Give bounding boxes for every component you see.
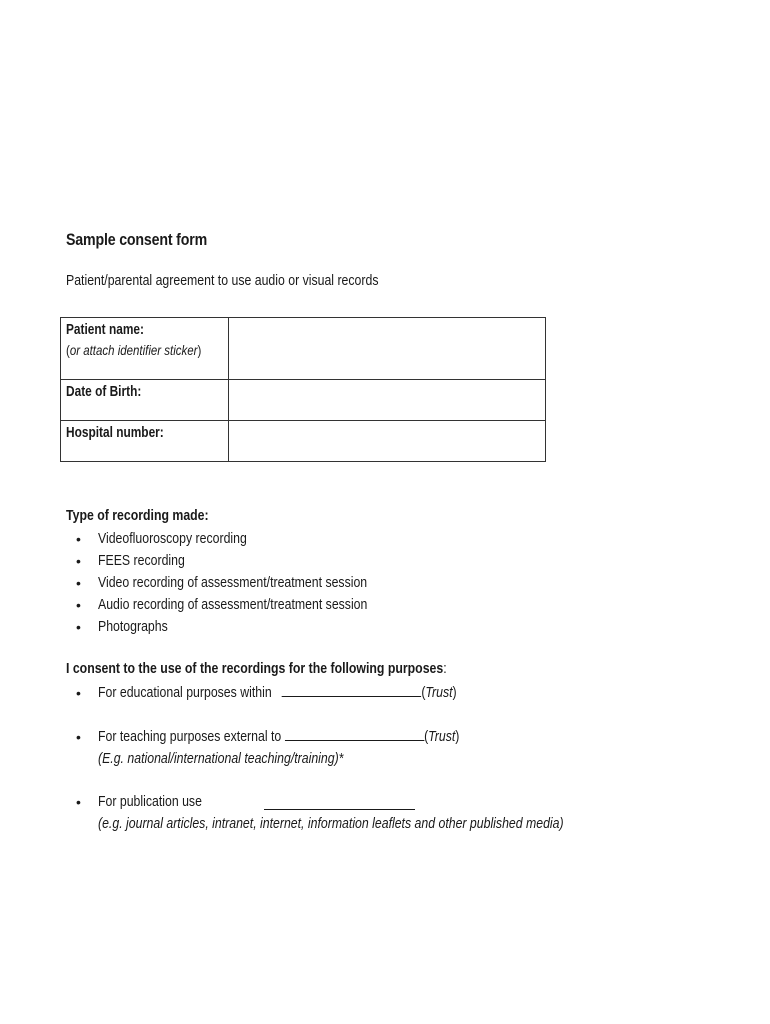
hospital-number-label-cell [61,421,229,462]
bullet-icon: • [76,597,81,613]
hospital-number-label: Hospital number: [66,425,164,441]
publication-blank[interactable] [264,795,415,810]
bullet-icon: • [76,619,81,635]
purpose-educational-text: For educational purposes within (Trust) [98,684,457,701]
bullet-icon: • [76,531,81,547]
date-of-birth-label-cell [61,380,229,421]
consent-purposes-heading: I consent to the use of the recordings for the following purposes: [66,660,447,677]
patient-name-row [61,318,546,380]
form-title: Sample consent form [66,231,208,249]
purpose-publication-text: For publication use [98,793,202,810]
bullet-icon: • [76,685,81,701]
purpose-teaching-text: For teaching purposes external to (Trust) [98,728,460,745]
patient-name-field[interactable] [229,318,546,380]
date-of-birth-field[interactable] [229,380,546,421]
patient-name-label-cell [61,318,229,380]
consent-form-page: Sample consent form Patient/parental agreement to use audio or visual records Patient name: (or attach identifier sticker) Date of Birth: Hospital number: Type of recording made: • Videofluoroscopy recording • FEES recording • Video recording of assessment/treatment session • Audio recording of assessment/treatment session • Photographs I consent to the use of the recordings for the following purposes: • For educational purposes within (Trust) • For teaching purposes external to (Trust) (E.g. national/international teaching/training)* • For publication use (e.g. journal articles, intranet, internet, information leaflets and other published media) [0,0,770,1024]
recording-type-heading: Type of recording made: [66,507,209,524]
date-of-birth-label: Date of Birth: [66,384,142,400]
purpose-publication-note: (e.g. journal articles, intranet, internet, information leaflets and other published media) [98,815,564,832]
external-trust-blank[interactable] [285,726,424,741]
bullet-icon: • [76,575,81,591]
date-of-birth-row [61,380,546,421]
hospital-number-row [61,421,546,462]
identifier-sticker-note: (or attach identifier sticker) [66,342,202,358]
trust-name-blank[interactable] [282,682,421,697]
bullet-icon: • [76,729,81,745]
patient-details-table [60,317,546,462]
hospital-number-field[interactable] [229,421,546,462]
bullet-icon: • [76,553,81,569]
form-subtitle: Patient/parental agreement to use audio or visual records [66,272,379,289]
purpose-teaching-note: (E.g. national/international teaching/training)* [98,750,344,767]
patient-name-label: Patient name: [66,322,144,338]
bullet-icon: • [76,794,81,810]
